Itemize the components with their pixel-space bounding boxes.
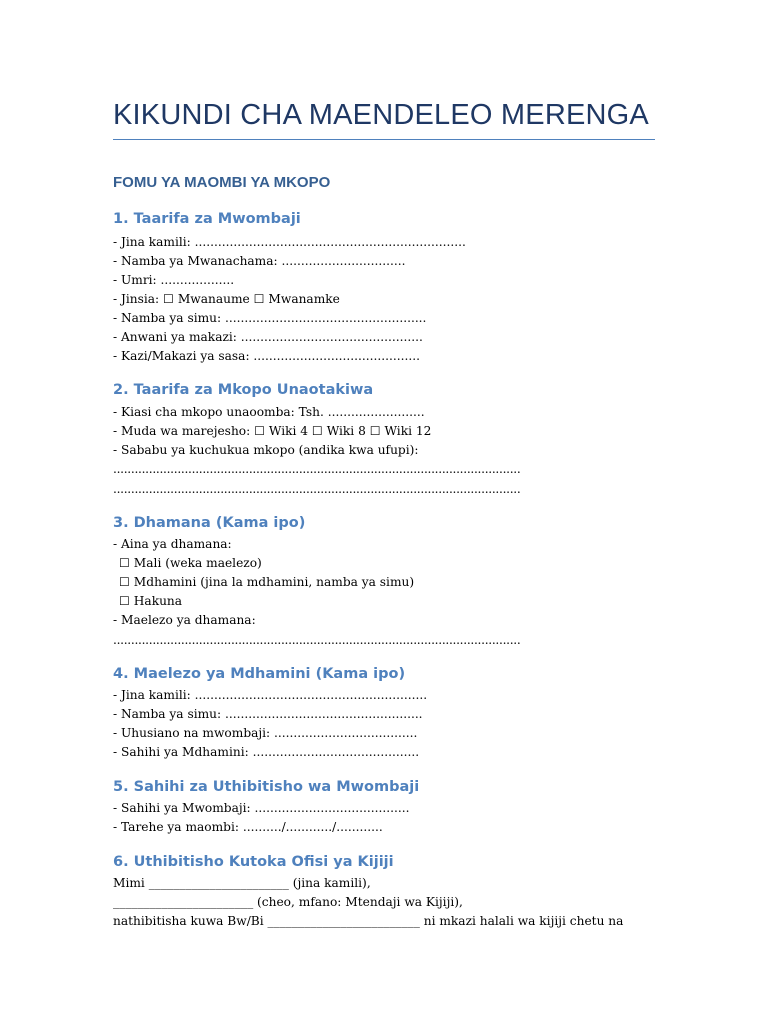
field-age: - Umri: ...................: [113, 273, 235, 287]
field-loan-reason: - Sababu ya kuchukua mkopo (andika kwa ufupi):: [113, 443, 419, 457]
option-collateral-property: ☐ Mali (weka maelezo): [119, 556, 262, 570]
field-current-occupation: - Kazi/Makazi ya sasa: ...........................................: [113, 349, 421, 363]
field-loan-amount: - Kiasi cha mkopo unaoomba: Tsh. .........................: [113, 405, 425, 419]
field-phone-number: - Namba ya simu: ....................................................: [113, 311, 427, 325]
field-guarantor-signature: - Sahihi ya Mdhamini: ...........................................: [113, 745, 420, 759]
section-6-heading: 6. Uthibitisho Kutoka Ofisi ya Kijiji: [113, 854, 394, 870]
section-2-heading: 2. Taarifa za Mkopo Unaotakiwa: [113, 382, 374, 398]
title-divider: [113, 139, 655, 140]
option-collateral-guarantor: ☐ Mdhamini (jina la mdhamini, namba ya simu): [119, 575, 415, 589]
section-3-heading: 3. Dhamana (Kama ipo): [113, 515, 306, 531]
village-officer-title-line: _______________________ (cheo, mfano: Mtendaji wa Kijiji),: [113, 895, 463, 909]
village-confirmation-line: nathibitisha kuwa Bw/Bi _________________________ ni mkazi halali wa kijiji chetu na: [113, 914, 624, 928]
field-guarantor-name: - Jina kamili: ............................................................: [113, 688, 428, 702]
field-home-address: - Anwani ya makazi: ...............................................: [113, 330, 423, 344]
field-gender: - Jinsia: ☐ Mwanaume ☐ Mwanamke: [113, 292, 340, 306]
field-applicant-signature: - Sahihi ya Mwombaji: ........................................: [113, 801, 410, 815]
blank-answer-line: ..................................................................................................................: [113, 633, 521, 647]
field-full-name: - Jina kamili: ......................................................................: [113, 235, 466, 249]
field-member-number: - Namba ya Mwanachama: ................................: [113, 254, 406, 268]
blank-answer-line: ..................................................................................................................: [113, 462, 521, 476]
document-title: KIKUNDI CHA MAENDELEO MERENGA: [113, 99, 649, 131]
field-collateral-details: - Maelezo ya dhamana:: [113, 613, 256, 627]
option-collateral-none: ☐ Hakuna: [119, 594, 183, 608]
village-officer-name-line: Mimi _______________________ (jina kamili),: [113, 876, 371, 890]
field-repayment-period: - Muda wa marejesho: ☐ Wiki 4 ☐ Wiki 8 ☐ Wiki 12: [113, 424, 432, 438]
form-title: FOMU YA MAOMBI YA MKOPO: [113, 174, 331, 191]
field-application-date: - Tarehe ya maombi: ........../............/............: [113, 820, 383, 834]
section-1-heading: 1. Taarifa za Mwombaji: [113, 211, 301, 227]
field-collateral-type: - Aina ya dhamana:: [113, 537, 232, 551]
section-4-heading: 4. Maelezo ya Mdhamini (Kama ipo): [113, 666, 406, 682]
field-guarantor-relationship: - Uhusiano na mwombaji: .....................................: [113, 726, 418, 740]
section-5-heading: 5. Sahihi za Uthibitisho wa Mwombaji: [113, 779, 420, 795]
field-guarantor-phone: - Namba ya simu: ...................................................: [113, 707, 423, 721]
blank-answer-line: ..................................................................................................................: [113, 482, 521, 496]
